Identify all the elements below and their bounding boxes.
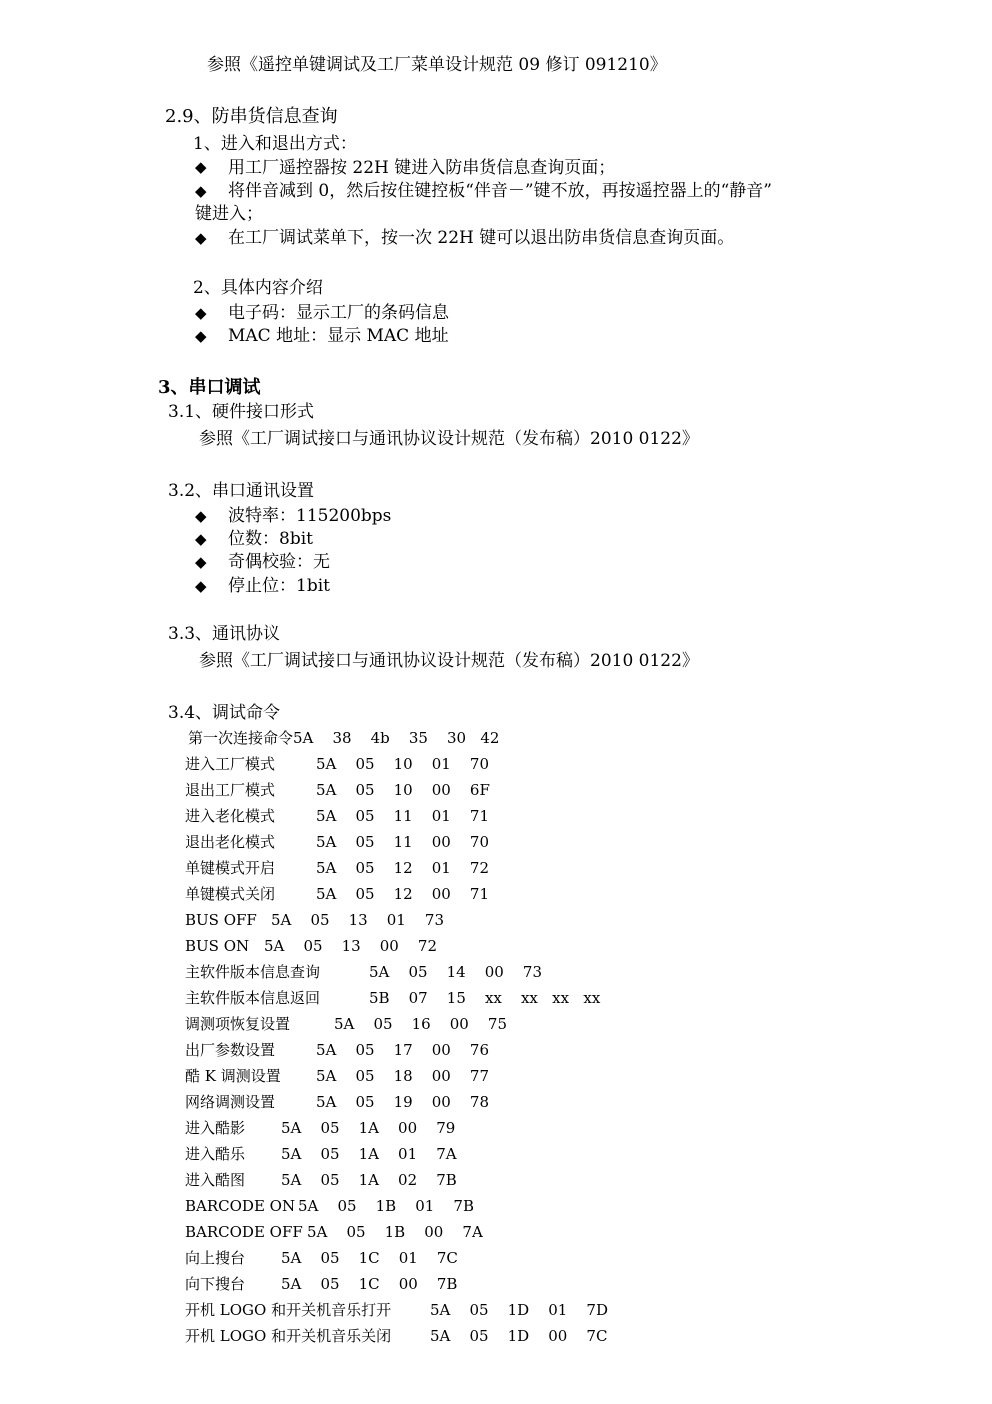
command-row <box>185 1274 457 1294</box>
command-name: BUS OFF <box>185 911 257 929</box>
reference-top: 参照《遥控单键调试及工厂菜单设计规范 09 修订 091210》 <box>207 55 667 75</box>
command-row <box>185 1300 608 1320</box>
bullet-text-2-line2: 键进入； <box>195 204 263 224</box>
diamond-bullet-icon: ◆ <box>195 530 207 548</box>
command-row <box>185 962 542 982</box>
command-name: 主软件版本信息查询 <box>185 963 321 981</box>
command-codes: 5A 05 17 00 76 <box>316 1041 490 1059</box>
command-codes: 5A 05 1B 00 7A <box>307 1223 483 1241</box>
section-3-1-heading: 3.1、硬件接口形式 <box>168 402 315 422</box>
command-row <box>185 1196 474 1216</box>
command-codes: 5B 07 15 xx xx xx xx <box>369 989 601 1007</box>
command-codes: 5A 05 10 01 70 <box>316 755 490 773</box>
command-codes: 5A 05 11 00 70 <box>316 833 490 851</box>
command-row <box>185 858 489 878</box>
command-name: 向下搜台 <box>185 1275 246 1293</box>
command-name: 调测项恢复设置 <box>185 1015 291 1033</box>
command-row <box>185 910 444 930</box>
section-3-3-reference: 参照《工厂调试接口与通讯协议设计规范（发布稿）2010 0122》 <box>199 651 699 671</box>
command-codes: 5A 05 18 00 77 <box>316 1067 490 1085</box>
command-name: 向上搜台 <box>185 1249 246 1267</box>
command-codes: 5A 05 1D 01 7D <box>430 1301 608 1319</box>
command-codes: 5A 05 1C 00 7B <box>281 1275 458 1293</box>
command-name: 出厂参数设置 <box>185 1041 276 1059</box>
command-row <box>185 754 489 774</box>
content-item-1: 电子码：显示工厂的条码信息 <box>228 303 449 323</box>
command-name: 进入工厂模式 <box>185 755 276 773</box>
command-name: BARCODE OFF <box>185 1223 303 1241</box>
command-codes: 5A 05 1D 00 7C <box>430 1327 608 1345</box>
command-row <box>185 1170 457 1190</box>
command-codes: 5A 38 4b 35 30 42 <box>293 729 500 747</box>
serial-setting-stop: 停止位：1bit <box>228 576 330 596</box>
command-name: 退出老化模式 <box>185 833 276 851</box>
section-2-9-heading: 2.9、防串货信息查询 <box>165 106 338 127</box>
command-name: 进入酷乐 <box>185 1145 246 1163</box>
command-codes: 5A 05 1C 01 7C <box>281 1249 458 1267</box>
bullet-text-3: 在工厂调试菜单下，按一次 22H 键可以退出防串货信息查询页面。 <box>228 228 735 248</box>
command-codes: 5A 05 12 01 72 <box>316 859 490 877</box>
command-codes: 5A 05 12 00 71 <box>316 885 490 903</box>
command-codes: 5A 05 10 00 6F <box>316 781 490 799</box>
section-2-9-sub2: 2、具体内容介绍 <box>193 278 323 298</box>
command-row <box>185 936 437 956</box>
command-row <box>185 1248 458 1268</box>
command-name: 进入酷图 <box>185 1171 246 1189</box>
command-codes: 5A 05 1A 02 7B <box>281 1171 457 1189</box>
command-row <box>185 1092 489 1112</box>
section-2-9-sub1: 1、进入和退出方式： <box>193 134 357 154</box>
command-codes: 5A 05 14 00 73 <box>369 963 543 981</box>
content-item-2: MAC 地址：显示 MAC 地址 <box>228 326 449 346</box>
command-name: BARCODE ON <box>185 1197 296 1215</box>
bullet-text-2-line1: 将伴音减到 0，然后按住键控板“伴音－”键不放，再按遥控器上的“静音” <box>228 181 772 201</box>
command-name: 进入老化模式 <box>185 807 276 825</box>
command-row <box>185 1066 489 1086</box>
command-name: BUS ON <box>185 937 250 955</box>
command-codes: 5A 05 13 01 73 <box>271 911 445 929</box>
section-3-1-reference: 参照《工厂调试接口与通讯协议设计规范（发布稿）2010 0122》 <box>199 429 699 449</box>
section-3-heading: 3、串口调试 <box>158 377 261 398</box>
command-codes: 5A 05 1A 00 79 <box>281 1119 456 1137</box>
command-codes: 5A 05 19 00 78 <box>316 1093 490 1111</box>
command-name: 网络调测设置 <box>185 1093 276 1111</box>
command-name: 开机 LOGO 和开关机音乐打开 <box>185 1301 392 1319</box>
command-row <box>188 728 499 748</box>
serial-setting-bits: 位数：8bit <box>228 529 313 549</box>
command-name: 单键模式关闭 <box>185 885 276 903</box>
diamond-bullet-icon: ◆ <box>195 182 207 200</box>
command-row <box>185 832 489 852</box>
command-name: 主软件版本信息返回 <box>185 989 321 1007</box>
command-row <box>185 884 489 904</box>
diamond-bullet-icon: ◆ <box>195 507 207 525</box>
command-row <box>185 806 489 826</box>
command-row <box>185 1014 507 1034</box>
section-3-3-heading: 3.3、通讯协议 <box>168 624 281 644</box>
serial-setting-baud: 波特率：115200bps <box>228 506 392 526</box>
command-row <box>185 988 600 1008</box>
diamond-bullet-icon: ◆ <box>195 229 207 247</box>
command-codes: 5A 05 1A 01 7A <box>281 1145 457 1163</box>
command-codes: 5A 05 13 00 72 <box>264 937 438 955</box>
command-name: 开机 LOGO 和开关机音乐关闭 <box>185 1327 392 1345</box>
bullet-text-1: 用工厂遥控器按 22H 键进入防串货信息查询页面； <box>228 158 616 178</box>
section-3-4-heading: 3.4、调试命令 <box>168 703 281 723</box>
diamond-bullet-icon: ◆ <box>195 304 207 322</box>
command-row <box>185 1326 607 1346</box>
diamond-bullet-icon: ◆ <box>195 158 207 176</box>
command-row <box>185 1144 457 1164</box>
command-codes: 5A 05 11 01 71 <box>316 807 490 825</box>
command-row <box>185 1040 489 1060</box>
diamond-bullet-icon: ◆ <box>195 553 207 571</box>
section-3-2-heading: 3.2、串口通讯设置 <box>168 481 315 501</box>
command-name: 第一次连接命令 <box>188 729 294 747</box>
diamond-bullet-icon: ◆ <box>195 577 207 595</box>
command-row <box>185 1118 455 1138</box>
command-name: 退出工厂模式 <box>185 781 276 799</box>
command-row <box>185 1222 483 1242</box>
serial-setting-parity: 奇偶校验：无 <box>228 552 330 572</box>
command-name: 进入酷影 <box>185 1119 246 1137</box>
command-name: 单键模式开启 <box>185 859 276 877</box>
command-row <box>185 780 490 800</box>
diamond-bullet-icon: ◆ <box>195 327 207 345</box>
command-name: 酷 K 调测设置 <box>185 1067 281 1085</box>
command-codes: 5A 05 16 00 75 <box>334 1015 508 1033</box>
command-codes: 5A 05 1B 01 7B <box>298 1197 474 1215</box>
